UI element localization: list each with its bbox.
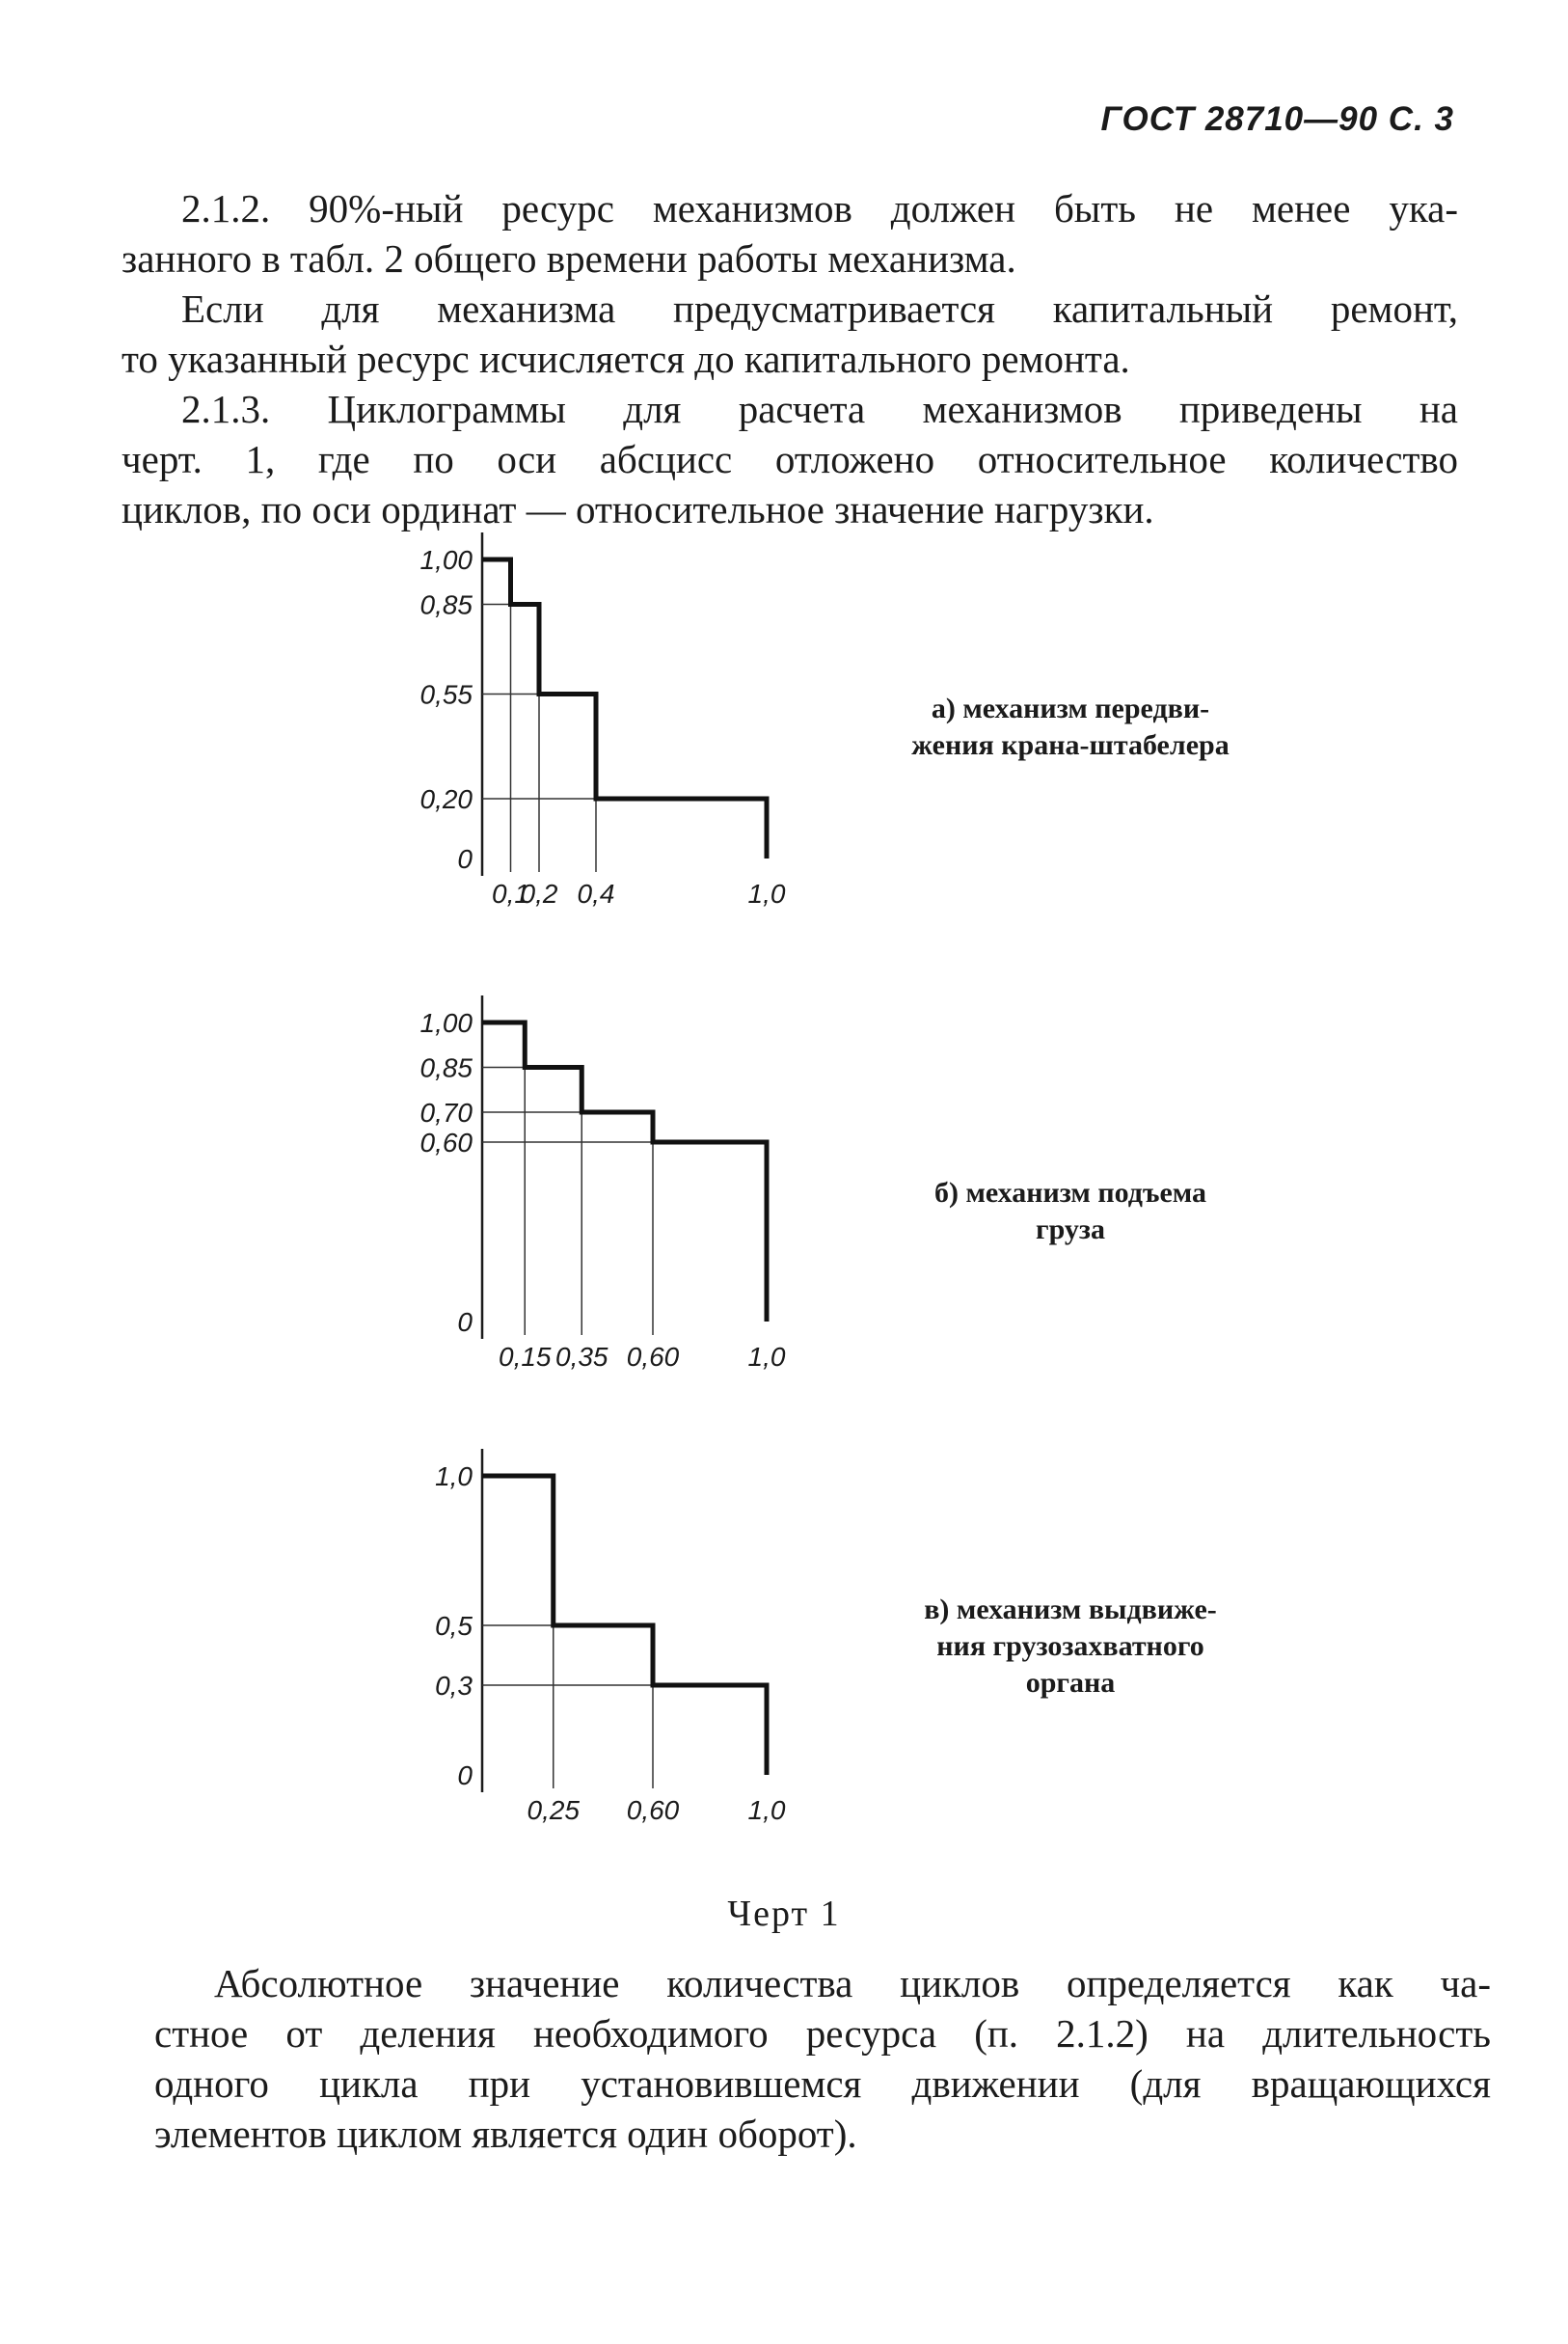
y-tick-label: 0,20 [419,784,473,814]
x-tick-label: 0,25 [527,1795,580,1825]
x-tick-label: 0,2 [520,879,558,909]
figure-label: Черт 1 [727,1894,841,1934]
outro-line: стное от деления необходимого ресурса (п. 2.1.2) на длительность [154,2011,1491,2056]
outro-line: одного цикла при установившемся движении (для вращающихся [154,2061,1491,2106]
y-tick-label: 1,0 [435,1461,473,1491]
cyclogram-a-caption: а) механизм передви- жения крана-штабелера [911,693,1230,761]
intro-line: черт. 1, где по оси абсцисс отложено относительное количество [122,437,1458,481]
cyclogram-c-caption: в) механизм выдвиже- ния грузозахватного органа [924,1594,1217,1699]
page-header: ГОСТ 28710—90 С. 3 [1100,100,1454,138]
cyclogram-b [386,1003,849,1370]
y-tick-label: 0,3 [435,1671,473,1701]
intro-line: занного в табл. 2 общего времени работы механизма. [122,236,1016,281]
intro-line: циклов, по оси ординат — относительное значение нагрузки. [122,487,1154,531]
intro-line: Если для механизма предусматривается капитальный ремонт, [181,286,1458,331]
outro-line: элементов циклом является один оборот). [154,2112,857,2156]
intro-text [122,183,1458,534]
x-tick-label: 0,35 [555,1342,608,1372]
cyclogram-b-caption: б) механизм подъема груза [933,1177,1206,1245]
intro-line: 2.1.3. Циклограммы для расчета механизмов приведены на [181,387,1458,431]
x-tick-label: 0,60 [626,1795,680,1825]
intro-line: то указанный ресурс исчисляется до капитального ремонта. [122,337,1130,381]
x-tick-label: 1,0 [747,879,786,909]
x-tick-label: 0,15 [499,1342,552,1372]
outro-line: Абсолютное значение количества циклов определяется как ча- [214,1961,1491,2005]
intro-line: 2.1.2. 90%-ный ресурс механизмов должен быть не менее ука- [181,186,1458,231]
y-tick-label: 0 [457,1760,473,1790]
cyclogram-a-svg [386,540,849,907]
x-tick-label: 1,0 [747,1342,786,1372]
y-tick-label: 0,60 [419,1128,473,1158]
cyclogram-a [386,540,849,907]
y-tick-label: 0,55 [419,679,473,710]
x-tick-label: 0,60 [626,1342,680,1372]
y-tick-label: 0 [457,1307,473,1337]
cyclogram-c-svg [386,1457,849,1823]
y-tick-label: 0,5 [435,1611,473,1641]
cyclogram-b-svg [386,1003,849,1370]
outro-text [154,1958,1491,2159]
y-tick-label: 0,70 [419,1098,473,1128]
y-tick-label: 0 [457,844,473,874]
step-series [482,559,767,859]
x-tick-label: 0,4 [577,879,615,909]
y-tick-label: 1,00 [419,1008,473,1038]
y-tick-label: 0,85 [419,1052,473,1083]
x-tick-label: 0,1 [492,879,529,909]
cyclogram-c [386,1457,849,1823]
y-tick-label: 1,00 [419,545,473,575]
x-tick-label: 1,0 [747,1795,786,1825]
y-tick-label: 0,85 [419,589,473,620]
